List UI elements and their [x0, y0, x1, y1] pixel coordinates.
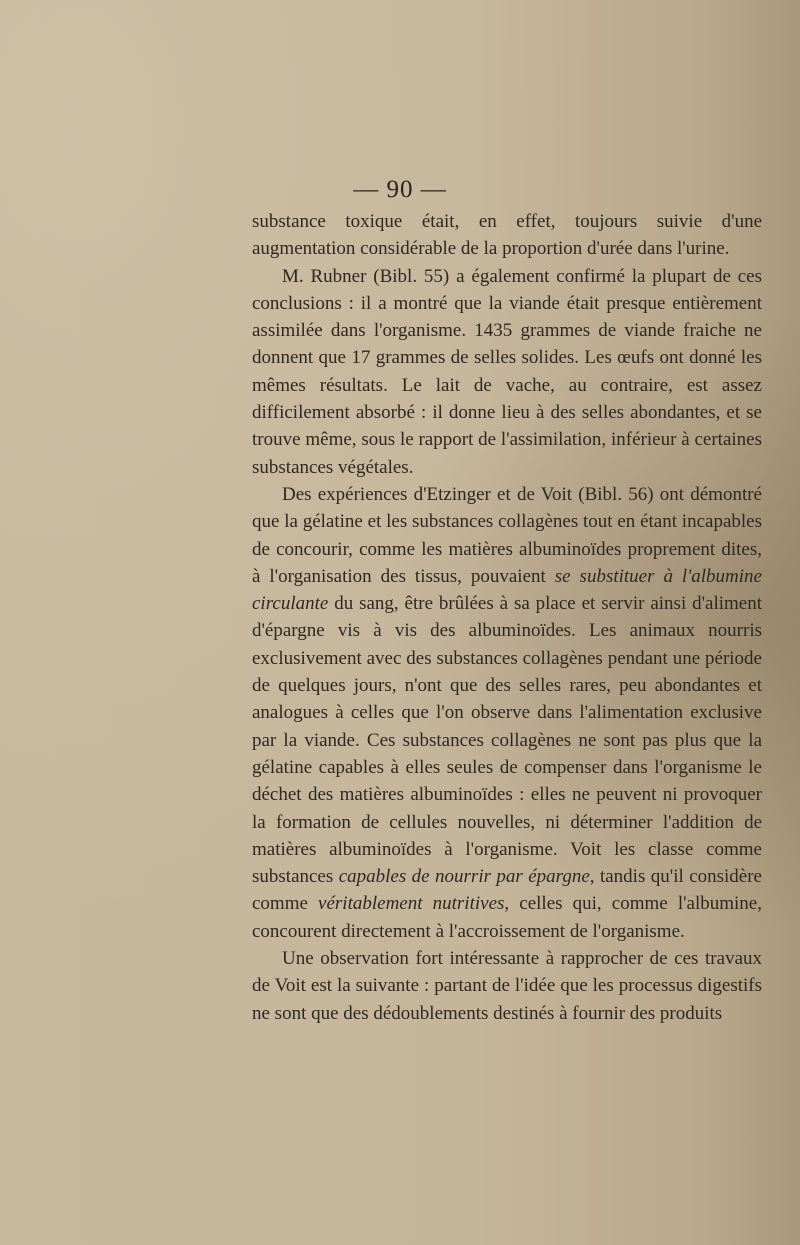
page-number: — 90 — — [353, 176, 447, 203]
body-text — [252, 208, 762, 1027]
italic-phrase: capables de nourrir par épargne — [338, 866, 590, 888]
paragraph-3 — [252, 481, 762, 945]
text-segment: du sang, être brûlées à sa place et servir ainsi d'aliment d'épargne vis à vis des albuminoïdes. Les animaux nourris exclusivement avec des substances collagènes pendant une période de quelques jours, n'ont que des selles rares, peu abondantes et analogues à celles que l'on observe dans l'alimentation exclusive par la viande. Ces substances collagènes ne sont pas plus que la gélatine capables à elles seules de compenser dans l'organisme le déchet des matières albuminoïdes : elles ne peuvent ni provoquer la formation de cellules nouvelles, ni déterminer l'addition de matières albuminoïdes à l'organisme. Voit les classe comme substances — [252, 593, 762, 888]
paragraph-2 — [252, 263, 762, 481]
text-segment: substance toxique était, en effet, toujours suivie d'une augmentation considérable de la proportion d'urée dans l'urine. — [252, 211, 762, 260]
paragraph-4 — [252, 945, 762, 1027]
paragraph-1 — [252, 208, 762, 263]
italic-phrase: se substituer à l'albumine circulante — [252, 565, 762, 615]
text-segment: Une observation fort intéressante à rapprocher de ces travaux de Voit est la suivante : partant de l'idée que les processus digestifs ne sont que des dédoublements destinés à fournir des produits — [252, 948, 762, 1024]
text-segment: , tandis qu'il considère comme — [252, 866, 762, 915]
italic-phrase: véritablement nutritives — [318, 893, 505, 915]
text-segment: , celles qui, comme l'albumine, concourent directement à l'accroissement de l'organisme. — [252, 893, 762, 942]
text-segment: M. Rubner (Bibl. 55) a également confirmé la plupart de ces conclusions : il a montré que la viande était presque entièrement assimilée dans l'organisme. 1435 grammes de viande fraiche ne donnent que 17 grammes de selles solides. Les œufs ont donné les mêmes résultats. Le lait de vache, au contraire, est assez difficilement absorbé : il donne lieu à des selles abondantes, et se trouve même, sous le rapport de l'assimilation, inférieur à certaines substances végétales. — [252, 265, 762, 478]
text-segment: Des expériences d'Etzinger et de Voit (Bibl. 56) ont démontré que la gélatine et les substances collagènes tout en étant incapables de concourir, comme les matières albuminoïdes proprement dites, à l'organisation des tissus, pouvaient — [252, 483, 762, 587]
